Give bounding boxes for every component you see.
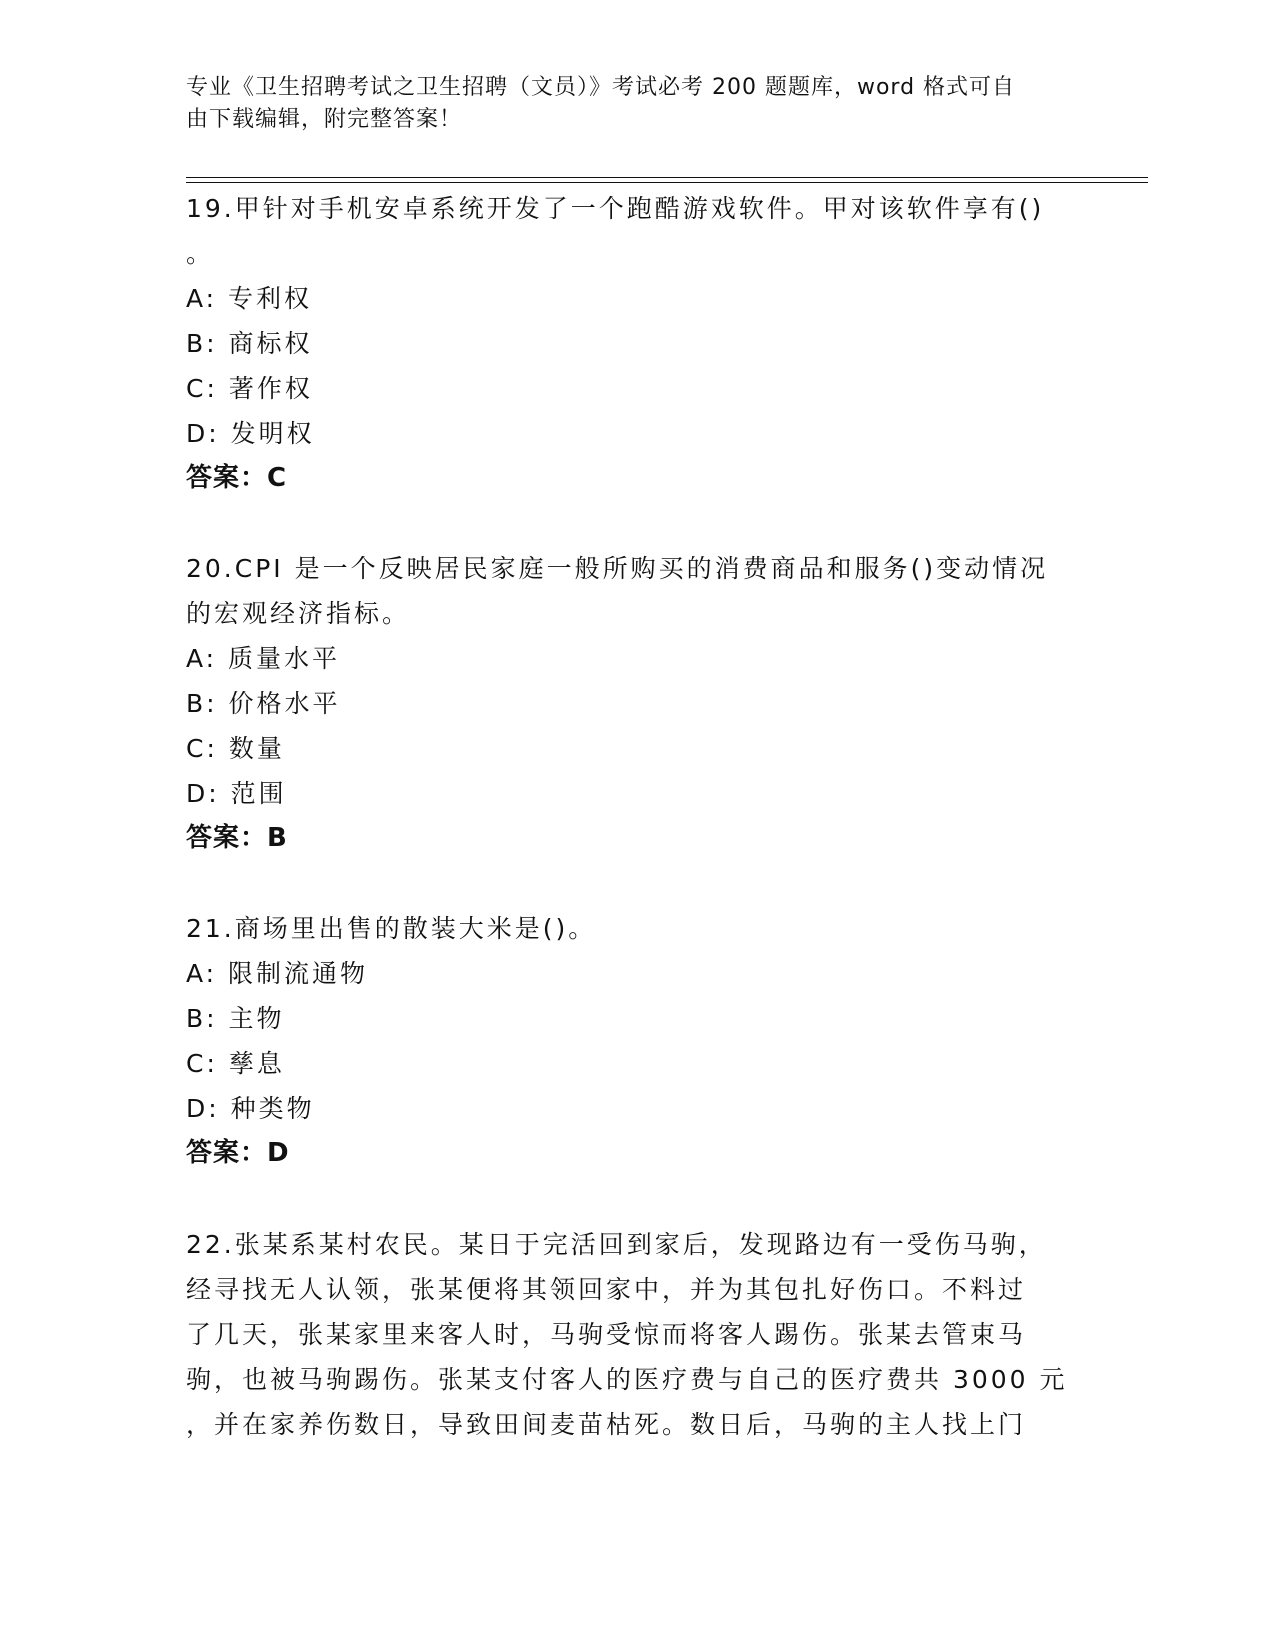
question-22: [186, 1222, 1066, 1447]
question-text: 。: [186, 239, 215, 268]
question-text: 22.张某系某村农民。某日于完活回到家后，发现路边有一受伤马驹，: [186, 1230, 1047, 1259]
option-d: D: 范围: [186, 779, 287, 808]
document-header: [186, 72, 1066, 136]
option-d: D: 发明权: [186, 419, 315, 448]
question-21: [186, 906, 1066, 1176]
question-text: 的宏观经济指标。: [186, 599, 411, 628]
header-line: 专业《卫生招聘考试之卫生招聘（文员）》考试必考 200 题题库，word 格式可自: [186, 75, 1016, 100]
header-line: 由下载编辑，附完整答案！: [186, 107, 463, 132]
option-b: B: 商标权: [186, 329, 313, 358]
header-divider: [186, 182, 1148, 183]
question-text: ，并在家养伤数日，导致田间麦苗枯死。数日后，马驹的主人找上门: [186, 1410, 1027, 1439]
question-19: [186, 186, 1066, 501]
option-c: C: 数量: [186, 734, 285, 763]
question-20: [186, 546, 1066, 861]
option-b: B: 价格水平: [186, 689, 341, 718]
option-d: D: 种类物: [186, 1094, 315, 1123]
header-divider: [186, 177, 1148, 178]
option-a: A: 限制流通物: [186, 959, 369, 988]
question-text: 19.甲针对手机安卓系统开发了一个跑酷游戏软件。甲对该软件享有(): [186, 194, 1045, 223]
option-c: C: 孳息: [186, 1049, 285, 1078]
answer: 答案：B: [186, 823, 288, 853]
question-text: 了几天，张某家里来客人时，马驹受惊而将客人踢伤。张某去管束马: [186, 1320, 1027, 1349]
answer: 答案：C: [186, 463, 288, 493]
question-text: 21.商场里出售的散装大米是()。: [186, 914, 597, 943]
option-c: C: 著作权: [186, 374, 313, 403]
question-text: 驹，也被马驹踢伤。张某支付客人的医疗费与自己的医疗费共 3000 元: [186, 1365, 1068, 1394]
option-b: B: 主物: [186, 1004, 285, 1033]
answer: 答案：D: [186, 1138, 290, 1168]
question-text: 经寻找无人认领，张某便将其领回家中，并为其包扎好伤口。不料过: [186, 1275, 1027, 1304]
question-text: 20.CPI 是一个反映居民家庭一般所购买的消费商品和服务()变动情况: [186, 554, 1049, 583]
option-a: A: 质量水平: [186, 644, 341, 673]
option-a: A: 专利权: [186, 284, 313, 313]
